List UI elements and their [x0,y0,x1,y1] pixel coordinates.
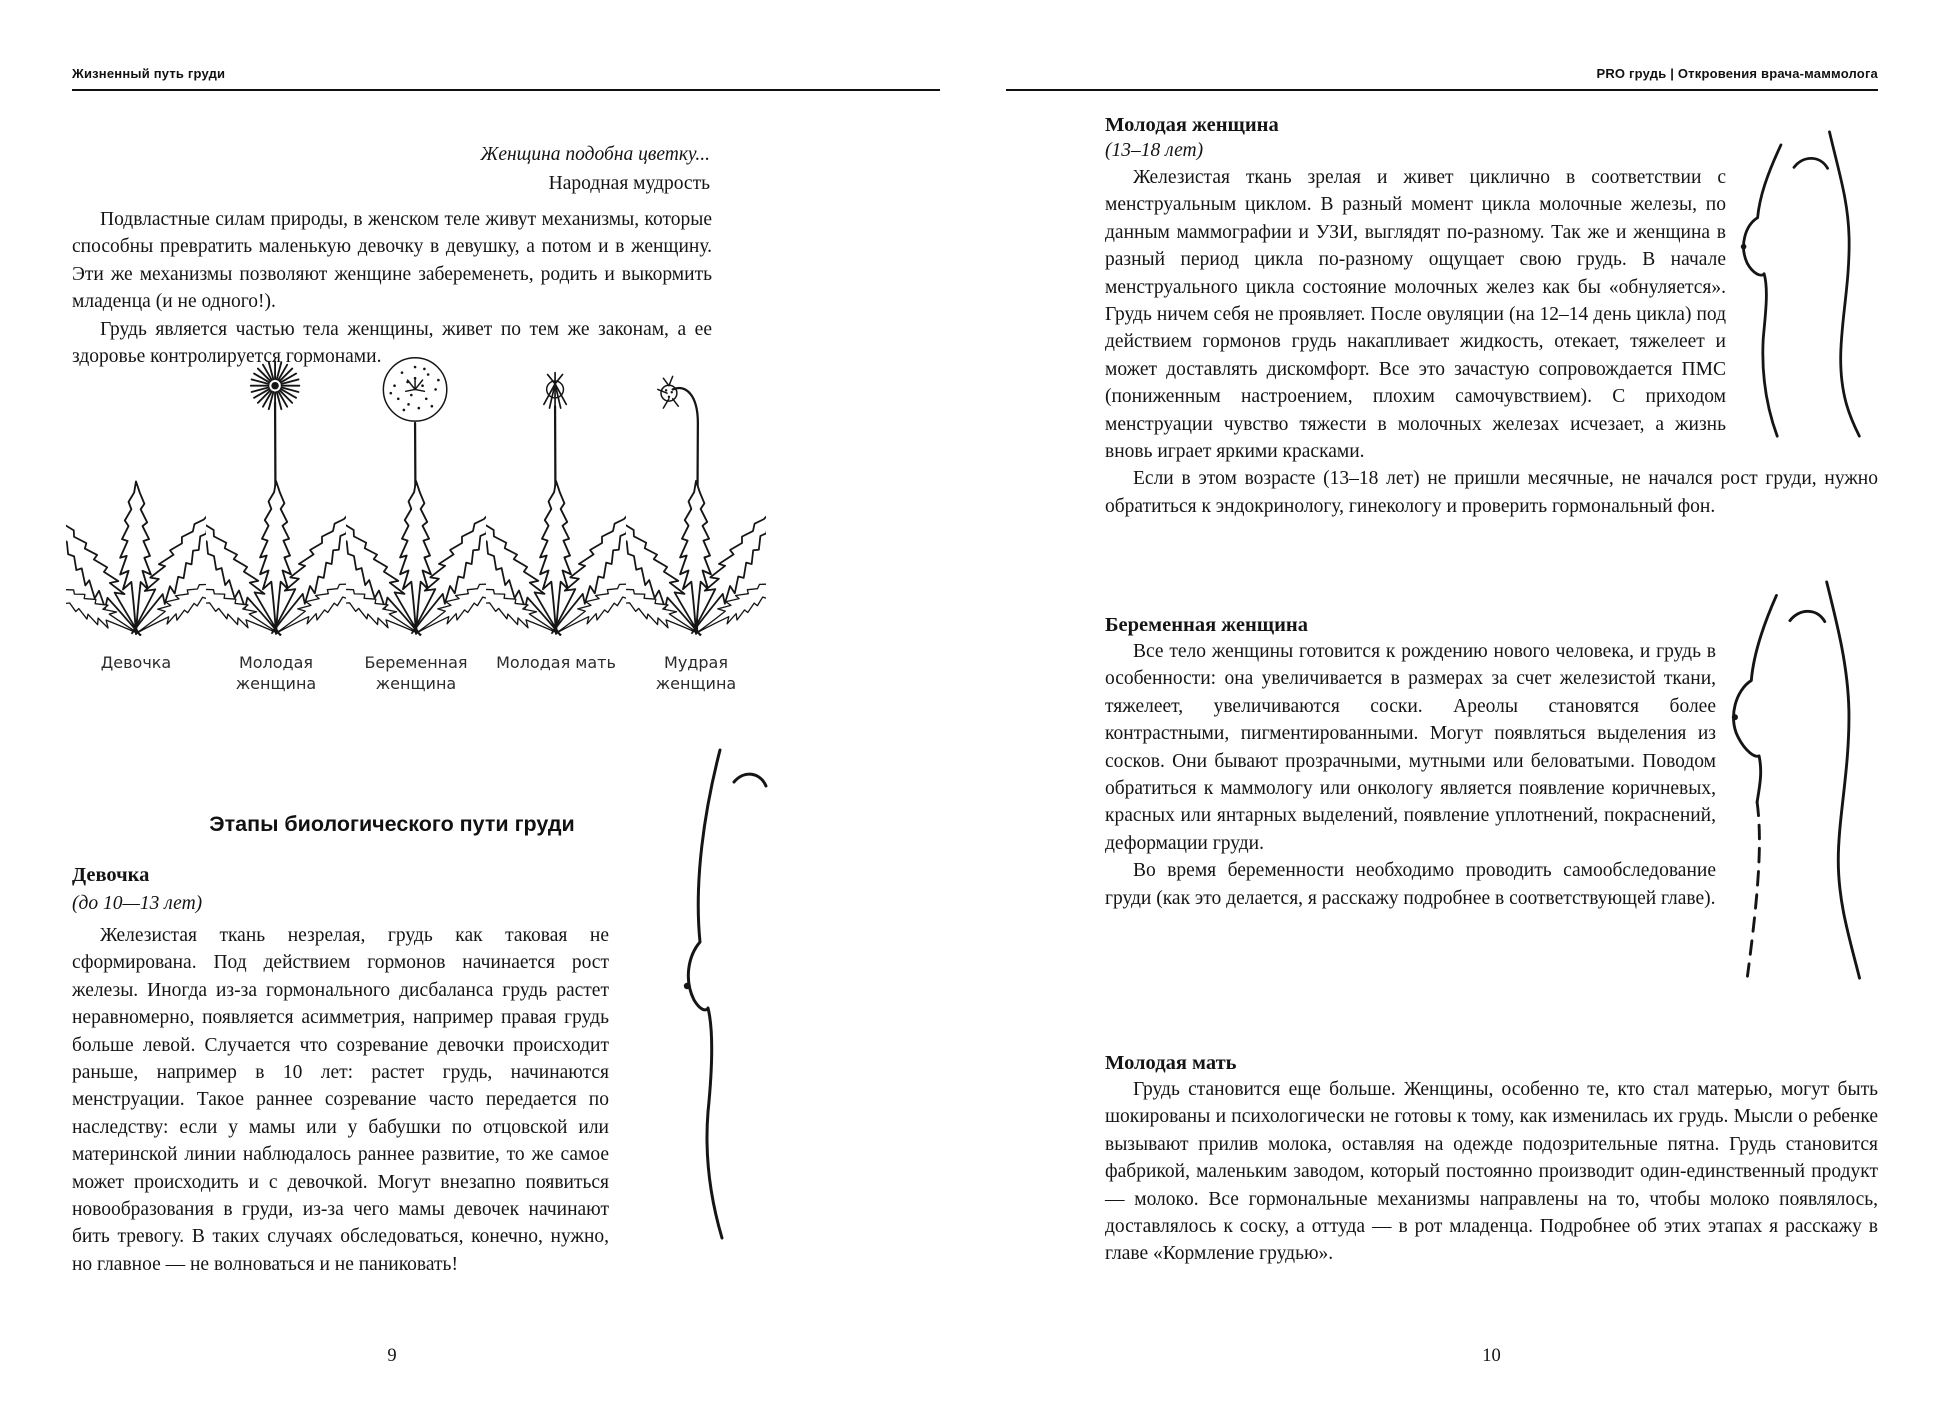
section-title-girl: Девочка [72,864,150,886]
pregnant-paragraph-2: Во время беременности необходимо проводить самообследование груди (как это делается, я расскажу подробнее в соответствующей главе). [1105,860,1716,909]
figure-stage-young-woman [206,336,346,694]
young-woman-paragraph-2: Если в этом возрасте (13–18 лет) не пришли месячные, не начался рост груди, нужно обратиться к эндокринологу, гинекологу и проверить гормональный фон. [1105,468,1878,517]
section-young-woman [1105,112,1878,520]
young-woman-torso-illustration [1738,130,1878,442]
section-body [1105,1076,1878,1268]
dandelion-fading-icon [486,336,626,636]
section-title: Молодая женщина [1105,114,1279,136]
page-right [973,0,1946,1416]
pregnant-paragraph-1: Все тело женщины готовится к рождению нового человека, и грудь в особенности: она увеличивается в размерах за счет железистой ткани, тяжелеет, увеличиваются соски. Ареолы становятся более контрастными, пигментированными. Могут появляться выделения из сосков. Они бывают прозрачными, мутными или беловатыми. Поводом обратиться к маммологу или онкологу является появление коричневых, красных или янтарных выделений, появление уплотнений, покраснений, деформации груди. [1105,641,1716,854]
running-head-brand: PRO грудь [1596,66,1667,81]
intro-paragraph-1: Подвластные силам природы, в женском теле живут механизмы, которые способны превратить маленькую девочку в девушку, а потом и в женщину. Эти же механизмы позволяют женщине забеременеть, родить и выкормить младенца (и не одного!). [72,209,712,313]
figure-stage-wise-woman [626,336,766,694]
section-subtitle-girl: (до 10—13 лет) [72,893,203,914]
chapter-heading: Этапы биологического пути груди [209,812,575,836]
figure-stage-young-mother [486,336,626,694]
running-head-divider: | [1670,66,1675,81]
figure-label: Молодая женщина [235,653,317,693]
section-body [1105,638,1878,912]
figure-label: Девочка [100,653,172,672]
dandelion-bent-icon [626,336,766,636]
section-body-girl [72,922,609,1278]
dandelion-girl-icon [66,336,206,636]
epigraph-attribution: Народная мудрость [548,173,710,194]
section-title: Беременная женщина [1105,614,1308,636]
dandelion-seedhead-icon [346,336,486,636]
figure-label: Мудрая женщина [655,653,737,693]
dandelion-figure [66,336,766,694]
girl-torso-illustration [642,742,772,1242]
epigraph-quote: Женщина подобна цветку... [480,144,710,165]
girl-paragraph: Железистая ткань незрелая, грудь как таковая не сформирована. Под действием гормонов начинается рост железы. Иногда из-за гормонального дисбаланса грудь растет неравномерно, появляется асимметрия, например правая грудь больше левой. Случается что созревание девочки происходит раньше, например в 10 лет: растет грудь, начинаются менструации. Такое раннее созревание часто передается по наследству: если у мамы или у бабушки по отцовской или материнской линии наблюдалось раннее развитие, то же самое может происходить и с девочкой. Могут внезапно появиться новообразования в груди, из-за чего мамы девочек начинают бить тревогу. В таких случаях обследоваться, конечно, нужно, но главное — не волноваться и не паниковать! [72,925,609,1275]
figure-label: Беременная женщина [364,653,468,693]
figure-stage-pregnant [346,336,486,694]
young-woman-paragraph-1: Железистая ткань зрелая и живет циклично в соответствии с менструальным циклом. В разный момент цикла молочные железы, по данным маммографии и УЗИ, выглядят по-разному. Так же и женщина в разный период цикла по-разному ощущает свою грудь. В начале менструального цикла состояние молочных желез как бы «обнуляется». Грудь ничем себя не проявляет. После овуляции (на 12–14 день цикла) под действием гормонов грудь накапливает жидкость, отекает, тяжелеет и может доставлять дискомфорт. Все это зачастую сопровождается ПМС (пониженным настроением, плохим самочувствием). С приходом менструации чувство тяжести в молочных железах исчезает, а жизнь вновь играет яркими красками. [1105,167,1726,463]
figure-stage-girl [66,336,206,694]
running-head-right [1006,66,1878,81]
section-pregnant-woman [1105,612,1878,990]
page-number-right: 10 [1482,1346,1501,1366]
running-head-title: Откровения врача-маммолога [1677,66,1878,81]
page-number-left: 9 [387,1346,397,1366]
young-mother-paragraph-1: Грудь становится еще больше. Женщины, особенно те, кто стал матерью, могут быть шокированы и психологически не готовы к тому, как изменилась их грудь. Мысли о ребенке вызывают прилив молока, оставляя на одежде подозрительные пятна. Грудь становится фабрикой, маленьким заводом, который постоянно производит один-единственный продукт — молоко. Все гормональные механизмы направлены на то, чтобы молоко появлялось, доставлялось к соску, а оттуда — в рот младенца. Подробнее об этих этапах я расскажу в главе «Кормление грудью». [1105,1079,1878,1265]
section-body [1105,164,1878,520]
pregnant-torso-illustration [1728,580,1878,980]
epigraph [280,140,710,198]
running-head-rule-left [72,89,940,91]
section-subtitle: (13–18 лет) [1105,140,1204,161]
section-title: Молодая мать [1105,1052,1237,1074]
dandelion-flower-icon [206,336,346,636]
intro-paragraph-2: Грудь является частью тела женщины, живет по тем же законам, а ее здоровье контролируется гормонами. [72,318,712,368]
running-head-rule-right [1006,89,1878,91]
figure-label: Молодая мать [496,653,616,672]
running-head-left: Жизненный путь груди [72,66,226,81]
section-young-mother [1105,1050,1878,1268]
